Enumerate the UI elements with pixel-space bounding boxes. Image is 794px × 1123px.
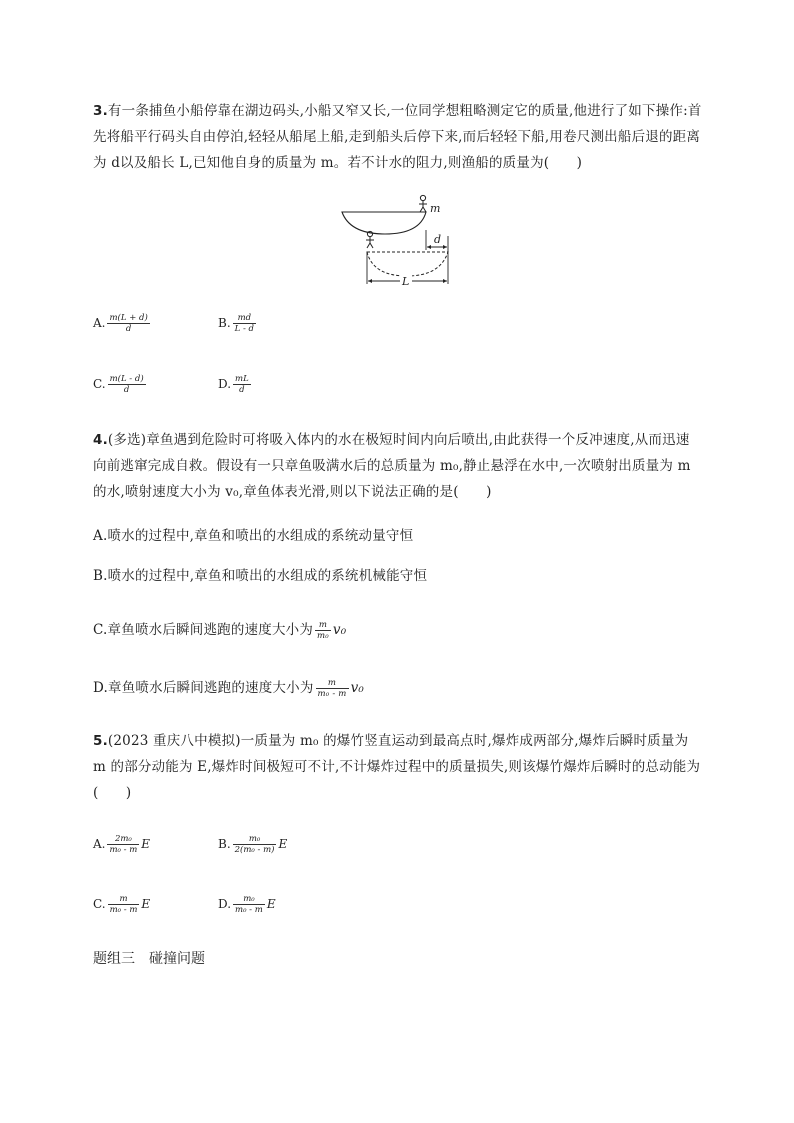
question-4 bbox=[93, 427, 703, 505]
question-number: 4. bbox=[93, 432, 108, 448]
option-5c: C. $\frac{m}{\text{m₀ - m}}$ E bbox=[93, 894, 151, 915]
person-upper bbox=[419, 195, 427, 212]
label-d: d bbox=[434, 233, 442, 246]
option-5d: D. $\frac{\text{m₀}}{\text{m₀ - m}}$ E bbox=[218, 894, 276, 915]
question-number: 3. bbox=[93, 103, 108, 119]
option-3b: B. $\frac{md}{L - d}$ bbox=[218, 313, 255, 334]
option-4c: C.章鱼喷水后瞬间逃跑的速度大小为 $\frac{m}{\text{m₀}}$ v₀ bbox=[93, 620, 347, 641]
label-m: m bbox=[430, 202, 441, 215]
option-5b: B. $\frac{\text{m₀}}{\text{2(m₀ - m)}}$ E bbox=[218, 834, 288, 855]
question-number: 5. bbox=[93, 733, 108, 749]
boat-diagram bbox=[330, 192, 470, 292]
question-text: (2023 重庆八中模拟)一质量为 m₀ 的爆竹竖直运动到最高点时,爆炸成两部分,爆炸后瞬时质量为 m 的部分动能为 E,爆炸时间极短可不计,不计爆炸过程中的质量损失,则该爆竹爆炸后瞬时的总动能为( ) bbox=[93, 733, 701, 801]
label-L: L bbox=[402, 275, 410, 288]
option-3c: C. $\frac{m(L - d)}{d}$ bbox=[93, 374, 144, 395]
option-3a: A. $\frac{m(L + d)}{d}$ bbox=[93, 313, 148, 334]
option-4d: D.章鱼喷水后瞬间逃跑的速度大小为 $\frac{m}{\text{m₀ - m}}$ v₀ bbox=[93, 678, 365, 699]
section-heading: 题组三 碰撞问题 bbox=[93, 951, 205, 967]
question-text: 有一条捕鱼小船停靠在湖边码头,小船又窄又长,一位同学想粗略测定它的质量,他进行了如下操作:首先将船平行码头自由停泊,轻轻从船尾上船,走到船头后停下来,而后轻轻下船,用卷尺测出船后退的距离为 d以及船长 L,已知他自身的质量为 m。若不计水的阻力,则渔船的质量为( ) bbox=[93, 103, 702, 171]
question-text: (多选)章鱼遇到危险时可将吸入体内的水在极短时间内向后喷出,由此获得一个反冲速度,从而迅速向前逃窜完成自救。假设有一只章鱼吸满水后的总质量为 m₀,静止悬浮在水中,一次喷射出质量为 m 的水,喷射速度大小为 v₀,章鱼体表光滑,则以下说法正确的是( ) bbox=[93, 432, 691, 500]
person-lower bbox=[366, 231, 374, 248]
question-5 bbox=[93, 728, 703, 806]
boat-initial bbox=[342, 212, 426, 234]
option-5a: A. $\frac{\text{2m₀}}{\text{m₀ - m}}$ E bbox=[93, 834, 151, 855]
boat-final bbox=[367, 252, 448, 276]
option-4b: B.喷水的过程中,章鱼和喷出的水组成的系统机械能守恒 bbox=[93, 568, 428, 584]
option-4a: A.喷水的过程中,章鱼和喷出的水组成的系统动量守恒 bbox=[93, 528, 414, 544]
option-3d: D. $\frac{mL}{d}$ bbox=[218, 374, 249, 395]
question-3 bbox=[93, 98, 703, 176]
